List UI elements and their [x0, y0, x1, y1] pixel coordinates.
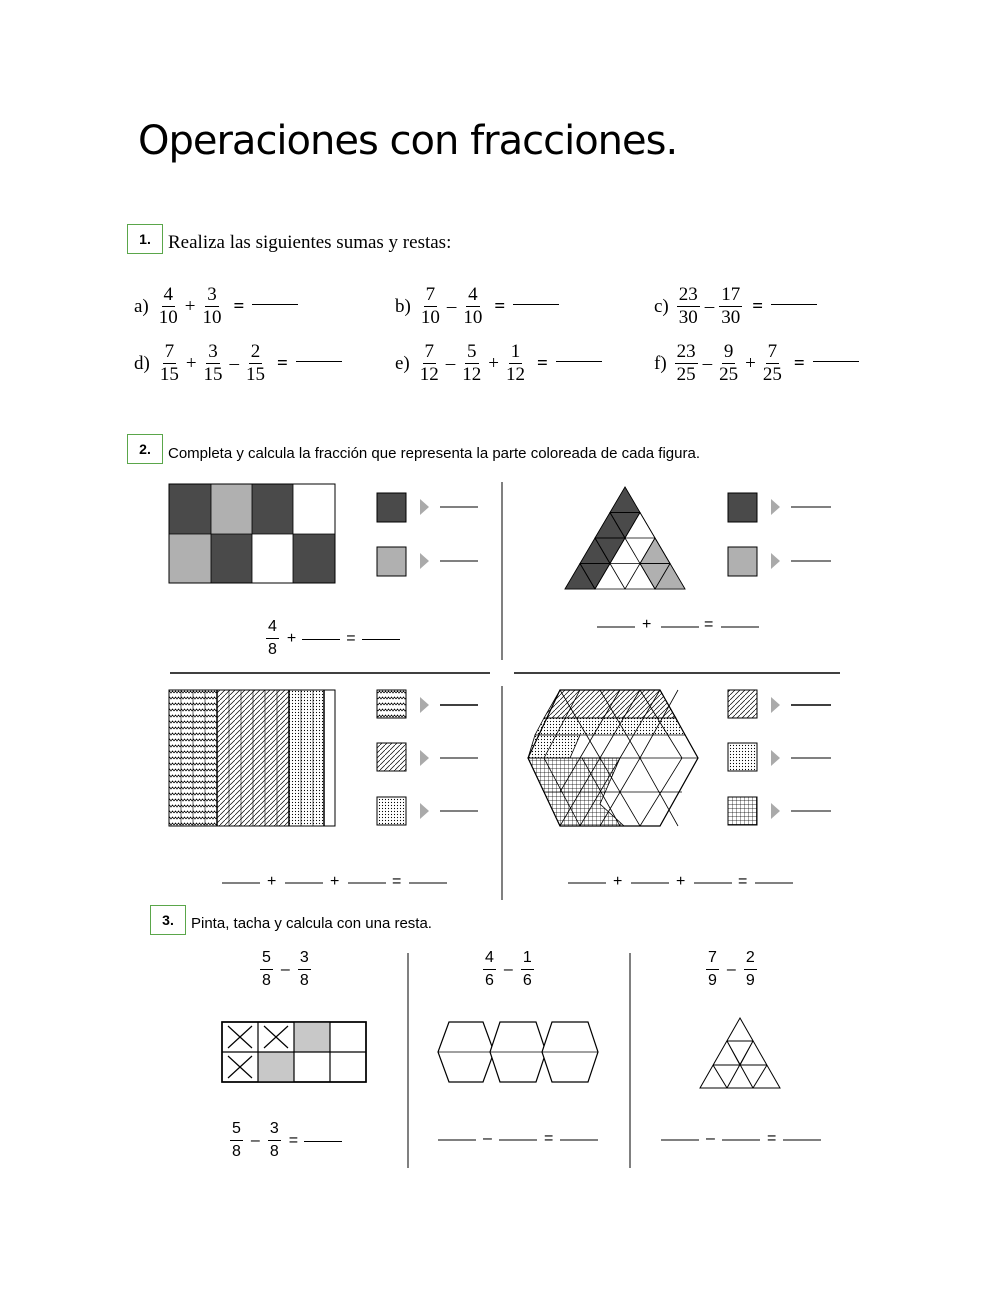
fraction: 7 12	[419, 341, 439, 385]
legend-light-swatch	[728, 547, 831, 576]
operator: +	[184, 295, 196, 317]
equals-sign: =	[767, 1130, 777, 1147]
figure-crossed-rectangle	[222, 1022, 366, 1082]
legend-dark-swatch	[728, 493, 831, 522]
operator: +	[185, 352, 197, 374]
figure-triangle	[565, 487, 685, 589]
fraction: 4 6	[485, 949, 494, 989]
operator: –	[706, 1130, 715, 1147]
operator: –	[702, 352, 713, 374]
exercise-label: b)	[395, 295, 411, 317]
section-3-number: 3.	[150, 905, 186, 935]
exercise-label: d)	[134, 352, 150, 374]
legend-light-swatch	[377, 547, 478, 576]
equals-sign: =	[544, 1130, 554, 1147]
legend-diagonal-swatch	[377, 743, 478, 771]
fraction: $\frac{1}{12}$	[505, 341, 525, 385]
fraction: 5 12	[462, 341, 482, 385]
equals-sign: =	[233, 295, 245, 317]
operator: +	[676, 873, 686, 890]
fraction: 4 8	[268, 618, 277, 658]
operator: –	[483, 1130, 492, 1147]
equals-sign: =	[752, 295, 764, 317]
legend-dark-swatch	[377, 493, 478, 522]
operator: –	[280, 960, 290, 978]
equals-sign: =	[793, 352, 805, 374]
answer-blank[interactable]	[362, 638, 400, 640]
fraction: $\frac{3}{8}$	[269, 1120, 279, 1160]
fraction: 7 10	[420, 284, 440, 328]
legend-zigzag-swatch	[377, 690, 478, 718]
answer-example	[228, 1118, 342, 1163]
section-3-instruction: Pinta, tacha y calcula con una resta.	[191, 915, 432, 932]
fraction: 9 25	[719, 341, 739, 385]
problem-1	[258, 947, 313, 992]
fraction: 23 30	[678, 284, 698, 328]
fraction: 3 8	[299, 949, 309, 989]
fraction: $\frac{4}{10}$	[463, 284, 483, 328]
figure-rectangle-grid	[169, 484, 335, 583]
equals-sign: =	[704, 616, 714, 633]
fraction: $\frac{7}{25}$	[762, 341, 782, 385]
fraction: 7 9	[708, 949, 717, 989]
fraction: 1 6	[522, 949, 532, 989]
fraction: 23 25	[676, 341, 696, 385]
legend-dotted-swatch	[728, 743, 831, 771]
operator: +	[745, 352, 756, 374]
operator: +	[286, 629, 297, 647]
operator: +	[267, 873, 277, 890]
section-2-instruction: Completa y calcula la fracción que representa la parte coloreada de cada figura.	[168, 445, 700, 462]
fraction: 7 15	[159, 341, 179, 385]
fraction: 4 10	[158, 284, 178, 328]
operator: –	[503, 960, 513, 978]
operator: –	[726, 960, 736, 978]
equals-sign: =	[346, 629, 356, 647]
equals-sign: =	[288, 1131, 299, 1149]
fraction: $\frac{3}{10}$	[202, 284, 222, 328]
legend-grid-swatch	[728, 797, 831, 825]
fraction: 2 9	[745, 949, 755, 989]
operator: –	[445, 352, 456, 374]
legend-dotted-swatch	[377, 797, 478, 825]
fraction: 5 8	[262, 949, 271, 989]
fraction: $\frac{2}{15}$	[246, 341, 266, 385]
operator: –	[229, 352, 240, 374]
problem-2	[481, 947, 536, 992]
operator: +	[330, 873, 340, 890]
equals-sign: =	[738, 873, 748, 890]
figure-three-hexagons	[438, 1022, 598, 1082]
operator: +	[488, 352, 499, 374]
page-title: Operaciones con fracciones.	[138, 118, 678, 164]
section-1-instruction: Realiza las siguientes sumas y restas:	[168, 232, 452, 253]
fraction: $\frac{17}{30}$	[721, 284, 741, 328]
rect-equation	[264, 616, 400, 661]
equals-sign: =	[277, 352, 288, 374]
exercise-label: f)	[654, 352, 667, 374]
legend-diagonal-swatch	[728, 690, 831, 718]
exercise-label: e)	[395, 352, 410, 374]
operator: +	[642, 616, 652, 633]
operator: –	[446, 295, 457, 317]
fraction: 5 8	[232, 1120, 241, 1160]
figure-small-triangle	[700, 1018, 780, 1088]
answer-blank[interactable]	[302, 638, 340, 640]
operator: –	[704, 295, 715, 317]
exercise-label: a)	[134, 295, 149, 317]
operator: +	[613, 873, 623, 890]
equals-sign: =	[536, 352, 548, 374]
figure-hexagon	[528, 690, 698, 826]
section-2-number: 2.	[127, 434, 163, 464]
section-1-number: 1.	[127, 224, 163, 254]
figure-striped-rectangle	[169, 690, 335, 826]
fraction: $\frac{3}{15}$	[203, 341, 223, 385]
problem-3	[704, 947, 759, 992]
equals-sign: =	[494, 295, 506, 317]
equals-sign: =	[392, 873, 402, 890]
exercise-label: c)	[654, 295, 669, 317]
answer-blank[interactable]	[304, 1140, 342, 1142]
operator: –	[250, 1131, 260, 1149]
